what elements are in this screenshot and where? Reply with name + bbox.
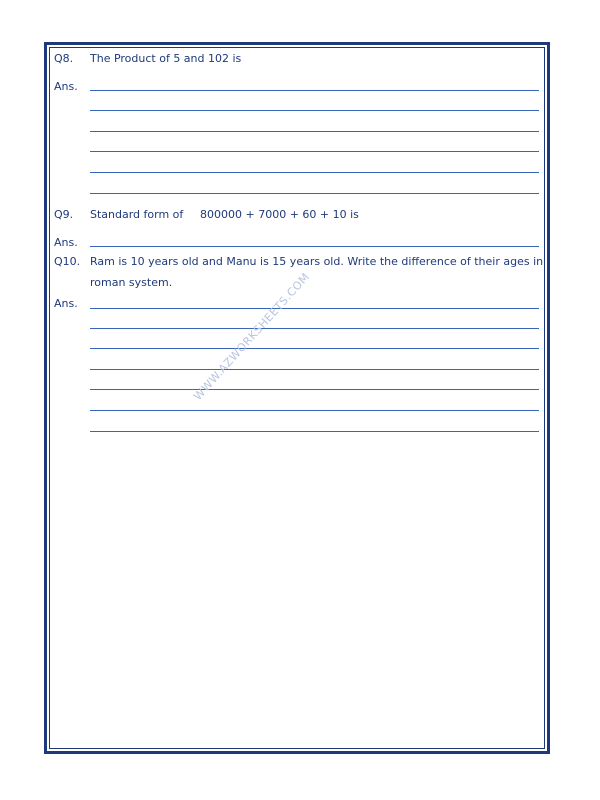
question-number-q10: Q10. (54, 255, 81, 268)
answer-line-q8-5[interactable] (90, 172, 539, 173)
answer-line-q9-1[interactable] (90, 246, 539, 247)
answer-line-q10-7[interactable] (90, 431, 539, 432)
answer-line-q10-4[interactable] (90, 369, 539, 370)
watermark: WWW.AZWORKSHEETS.COM (191, 270, 313, 403)
answer-line-q8-4[interactable] (90, 151, 539, 152)
answer-line-q10-1[interactable] (90, 308, 539, 309)
answer-line-q8-2[interactable] (90, 110, 539, 111)
page-border-inner (49, 47, 545, 749)
question-number-q8: Q8. (54, 52, 74, 65)
answer-line-q10-3[interactable] (90, 348, 539, 349)
question-text-q10-line2: roman system. (90, 276, 173, 289)
answer-line-q10-6[interactable] (90, 410, 539, 411)
answer-label-q8: Ans. (54, 80, 78, 93)
answer-line-q8-1[interactable] (90, 90, 539, 91)
answer-line-q10-5[interactable] (90, 389, 539, 390)
question-text-q10: Ram is 10 years old and Manu is 15 years old. Write the difference of their ages in (90, 255, 544, 268)
answer-label-q9: Ans. (54, 236, 78, 249)
answer-line-q8-3[interactable] (90, 131, 539, 132)
question-text-q9: Standard form of (90, 208, 184, 221)
answer-line-q10-2[interactable] (90, 328, 539, 329)
question-text-q8: The Product of 5 and 102 is (90, 52, 242, 65)
question-number-q9: Q9. (54, 208, 74, 221)
answer-line-q8-6[interactable] (90, 193, 539, 194)
question-expression-q9: 800000 + 7000 + 60 + 10 is (200, 208, 359, 221)
answer-label-q10: Ans. (54, 297, 78, 310)
